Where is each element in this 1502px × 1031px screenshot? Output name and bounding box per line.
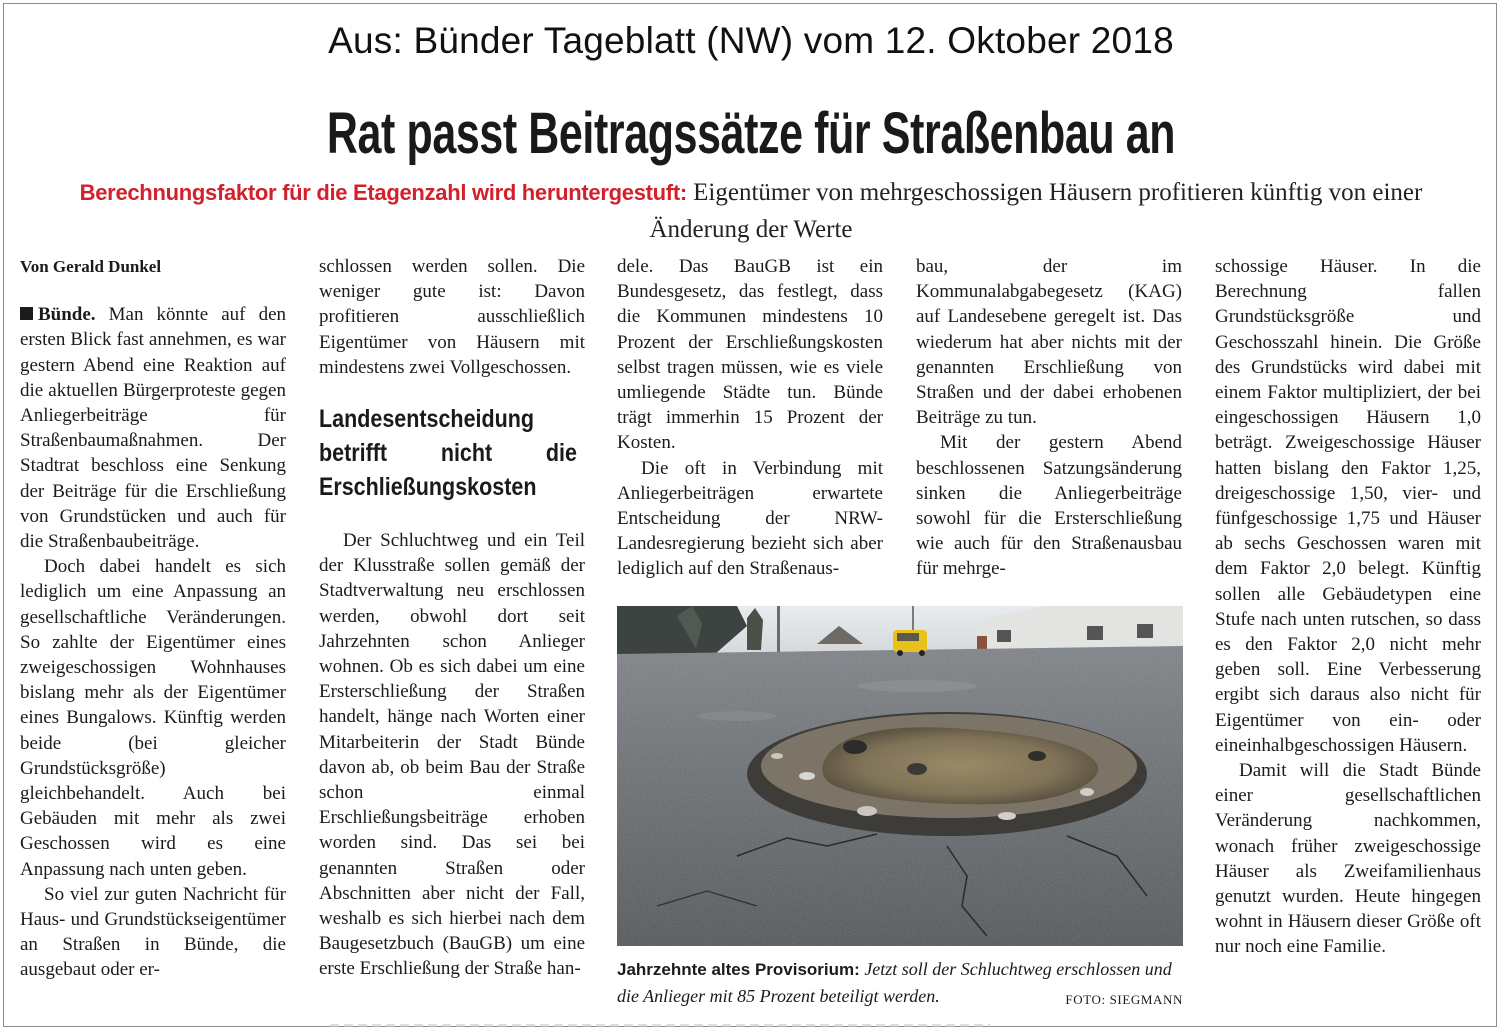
article-column-2: [319, 254, 585, 982]
paragraph: bau, der im Kommunalabgabegesetz (KAG) auf Landesebene geregelt ist. Das wiederum hat aber nichts mit der genannten Erschließung von Straßen und der dabei erhobenen Beiträge zu tun.: [916, 256, 1182, 429]
caption-title: Jahrzehnte altes Provisorium:: [617, 960, 860, 979]
paragraph-text: Man könnte auf den ersten Blick fast annehmen, es war gestern Abend eine Reaktion auf die aktuellen Bürgerproteste gegen Anliegerbeiträge für Straßenbaumaßnahmen. Der Stadtrat beschloss eine Senkung der Beiträge für die Erschließung von Grundstücken und auch für die Straßenbaubeiträge.: [20, 304, 286, 553]
paragraph: Damit will die Stadt Bünde einer gesellschaftlichen Veränderung nachkommen, wonach früher zweigeschossige Häuser als Zweifamilienhaus genutzt wurden. Heute hingegen wohnt in Häusern dieser Größe oft nur noch eine Familie.: [1215, 760, 1481, 958]
paragraph: schlossen werden sollen. Die weniger gute ist: Davon profitieren ausschließlich Eigentümer von Häusern mit mindestens zwei Vollgeschossen.: [319, 256, 585, 378]
paragraph: Mit der gestern Abend beschlossenen Satzungsänderung sinken die Anliegerbeiträge sowohl für die Ersterschließung wie auch für den Straßenausbau für mehrge-: [916, 432, 1182, 580]
article-column-5: [1215, 254, 1481, 960]
paragraph: schossige Häuser. In die Berechnung fallen Grundstücksgröße und Geschosszahl hinein. Die Größe des Grundstücks wird dabei mit einem Faktor multipliziert, der bei eingeschossigen Häusern 1,0 beträgt. Zweigeschossige Häuser hatten bislang den Faktor 1,25, dreigeschossige 1,50, vier- und fünfgeschossige 1,75 und Häuser ab sechs Geschossen waren mit dem Faktor 2,0 belegt. Künftig sollen alle Gebäudetypen eine Stufe nach unten rutschen, so dass es den Faktor 2,0 nicht mehr geben soll. Eine Verbesserung ergibt sich daraus also nicht für Eigentümer von ein- oder eineinhalbgeschossigen Häusern.: [1215, 256, 1481, 756]
photo-credit: FOTO: SIEGMANN: [1065, 992, 1183, 1007]
article-column-3: [617, 254, 883, 582]
section-subheading: Landesentscheidung betrifft nicht die Erschließungskosten: [319, 405, 577, 502]
paragraph: Der Schluchtweg und ein Teil der Klusstraße sollen gemäß der Stadtverwaltung neu erschlossen werden, obwohl dort seit Jahrzehnten schon Anlieger wohnen. Ob es sich dabei um eine Ersterschließung der Straßen handelt, hänge nach Worten einer Mitarbeiterin der Stadt Bünde davon ab, ob beim Bau der Straße schon einmal Erschließungsbeiträge erhoben worden sind. Das sei bei genannten Straßen oder Abschnitten aber nicht der Fall, weshalb es sich hierbei nach dem Baugesetzbuch (BauGB) um eine erste Erschließung der Straße han-: [319, 530, 585, 980]
pothole-photo: [617, 606, 1183, 946]
subheadline-kicker: Berechnungsfaktor für die Etagenzahl wird heruntergestuft:: [79, 180, 687, 205]
cut-off-text-line: [330, 1024, 990, 1027]
byline: Von Gerald Dunkel: [20, 257, 162, 276]
paragraph: Die oft in Verbindung mit Anliegerbeiträgen erwartete Entscheidung der NRW-Landesregierung bezieht sich aber lediglich auf den Straßenaus-: [617, 457, 883, 580]
paragraph: Doch dabei handelt es sich lediglich um eine Anpassung an gesellschaftliche Veränderungen. So zahlte der Eigentümer eines zweigeschossigen Wohnhauses bislang mehr als der Eigentümer eines Bungalows. Künftig werden beide (bei gleicher Grundstücksgröße) gleichbehandelt. Auch bei Gebäuden mit mehr als zwei Geschossen wird es eine Anpassung nach unten geben.: [20, 556, 286, 880]
caption-text: Jetzt soll der Schluchtweg erschlossen und die Anlieger mit 85 Prozent beteiligt werden.: [617, 959, 1172, 1006]
article-column-4: [916, 254, 1182, 582]
paragraph: dele. Das BauGB ist ein Bundesgesetz, das festlegt, dass die Kommunen mindestens 10 Prozent der Erschließungskosten selbst tragen müssen, wie es viele umliegende Städte tun. Bünde trägt immerhin 15 Prozent der Kosten.: [617, 256, 883, 454]
dateline: Bünde.: [38, 304, 96, 326]
paragraph: [20, 302, 286, 554]
pothole-photo-illustration: [617, 606, 1183, 946]
source-line: Aus: Bünder Tageblatt (NW) vom 12. Oktober 2018: [328, 20, 1174, 61]
subheadline-text: Eigentümer von mehrgeschossigen Häusern profitieren künftig von einer Änderung der Werte: [649, 179, 1423, 243]
paragraph: So viel zur guten Nachricht für Haus- und Grundstückseigentümer an Straßen in Bünde, die ausgebaut oder er-: [20, 883, 286, 981]
article-column-1: [20, 254, 286, 983]
photo-caption: [617, 956, 1183, 1013]
square-bullet-icon: [20, 307, 33, 320]
article-subheadline: [60, 174, 1442, 248]
article-headline: Rat passt Beitragssätze für Straßenbau an: [326, 101, 1176, 166]
